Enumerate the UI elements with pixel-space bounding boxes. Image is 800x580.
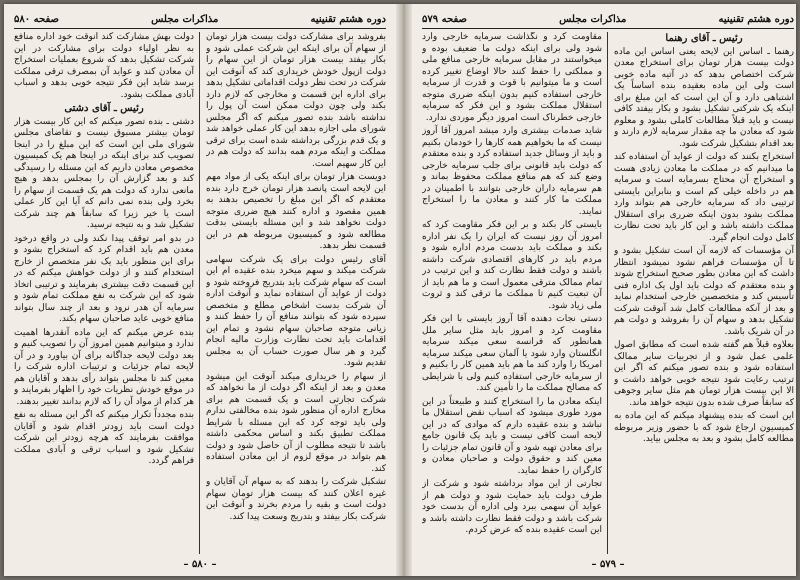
- header-rule: [14, 28, 386, 29]
- paragraph: دولت بهش مشارکت کند آنوقت خود اداره منافع به نظر اولیاء دولت برای مشارکت در این شرکت تشکیل بدهد که شروع بعملیات استخراج آن معادن کند و عواید آن بمصرف ترقی مملکت برسد شاید این فکر نتیجه خوبی بدهد و اسباب آبادی مملکت بشود.: [14, 32, 194, 100]
- paragraph: تشکیل شرکت را بدهند که به سهام آن آقایان و غیره اعلان کنند که بیست هزار تومان سهام دولت است و بقیه را مردم بخرند و آنوقت این شرکت بکار بیفتد و بتدریج وسعت پیدا کند.: [206, 477, 386, 522]
- paragraph: رهنما ـ اساس این لایحه یعنی اساس این ماده دولت بیست هزار تومان برای استخراج معدن شرکت اختصاص بدهد که در آتیه ماده خوبی است ولی این ماده بعقیده بنده اساساً یک اشتباهی دارد و آن این است که این مبلغ برای اینکه یک شرکتی تشکیل بشود و بکار بیفتد کافی نیست و باید قبلاً مطالعات کاملی بشود و معلوم شود که معادن ما چه مقدار سرمایه لازم دارند و بعد اقدام بتشکیل شرکت شود.: [614, 46, 794, 149]
- paragraph: این است که بنده پیشنهاد میکنم که این ماده به کمیسیون ارجاع شود که با حضور وزیر مربوطه مطالعه کامل بشود و بعد به مجلس بیاید.: [614, 411, 794, 444]
- book-gutter: [396, 4, 412, 576]
- speaker-heading: رئیس ـ آقای دشتی: [64, 103, 144, 114]
- paragraph: بنده عرض میکنم که این ماده آنقدرها اهمیت ندارد و میتوانیم همین امروز آن را تصویب کنیم و بعد دولت لایحه جداگانه برای آن بیاورد و در آن لایحه تمام جزئیات و ترتیبات اداره شرکت را معین کند تا مجلس بتواند رأی بدهد و آقایان هم در موقع خودش نظریات خود را اظهار بفرمایند و هر کدام از مواد آن را که لازم بدانند تغییر بدهند.: [14, 327, 194, 407]
- text-column-left: [14, 32, 194, 554]
- paragraph: بعلاوه قبلاً هم گفته شده است که مطابق اصول علمی عمل شود و از تجربیات سایر ممالک استفاده شود و بنده تصور میکنم که اگر این ترتیب رعایت شود نتیجه خوبی خواهد داشت و الا این بیست هزار تومان هم مثل سایر وجوهی که سابقاً صرف شده بدون نتیجه خواهد ماند.: [614, 340, 794, 408]
- speaker-heading: رئیس ـ آقای رهنما: [665, 33, 743, 44]
- text-column-right: [206, 32, 386, 554]
- paragraph: دشتی ـ بنده تصور میکنم که این کار بیست هزار تومان بیشتر مسبوق نیست و تقاضای مجلس شورای ملی این است که این مبلغ را در اینجا تصویب کند برای اینکه در اینجا هم یک کمیسیون مخصوص معادن داریم که این مسئله را رسیدگی کند و بعد گزارش آن را بمجلس بدهد و هیچ مانعی ندارد که دولت هم یک قسمت از سهام را بخرد ولی بنده نمی دانم که آیا این کار عملی است یا خیر زیرا که سابقاً هم چند شرکت تشکیل شد و به نتیجه نرسید.: [14, 116, 194, 230]
- left-page: [6, 4, 394, 576]
- text-column-left: [422, 32, 602, 554]
- header-volume: دوره هشتم تقنينيه: [310, 13, 386, 25]
- paragraph: آقای رئیس دولت برای یک شرکت سهامی شرکت میکند و سهم میخرد بنده عقیده ام این است که سهام شرکت باید بتدریج فروخته شود و دولت از عواید آن استفاده نماید و آنوقت اداره آن شرکت بدست اشخاص مطلع و متخصص سپرده شود که بتوانند منافع آن را حفظ کنند و زیانی متوجه صاحبان سهام نشود و تمام این اقدامات باید تحت نظارت وزارت مالیه انجام گیرد و هر سال صورت حساب آن به مجلس تقدیم شود.: [206, 254, 386, 368]
- header-title: مذاکرات مجلس: [151, 13, 219, 25]
- column-divider: [199, 32, 200, 554]
- paragraph: از سهام را خریداری میکند آنوقت این میشود معدن و بعد از اینکه اگر دولت از ما نخواهد که شرکت تجارتی است و یک قسمت هم برای مخارج اداره آن منظور شود بنده مخالفتی ندارم ولی باید توجه کرد که این مسئله با شرایط مملکت تطبیق بکند و اساس محکمی داشته باشد تا نتیجه مطلوب از آن حاصل شود و دولت هم بتواند در موقع لزوم از این معادن استفاده کند.: [206, 371, 386, 474]
- paragraph: مقاومت کرد و نگذاشت سرمایه خارجی وارد شود ولی برای اینکه دولت ما ضعیف بوده و میخواستند در مقابل سرمایه خارجی منافع ملی و مملکتی را حفظ کنند حالا اوضاع تغییر کرده است و ما میتوانیم با قوت و قدرت از سرمایه خارجی استفاده کنیم بدون اینکه ضرری متوجه استقلال مملکت بشود و این فکر که سرمایه خارجی خطرناک است امروز دیگر موردی ندارد.: [422, 32, 602, 123]
- page-number: – ۵۷۹ –: [591, 559, 625, 570]
- paragraph: تجارتی از این مواد برداشته شود و شرکت از طرف دولت باید حمایت شود و دولت هم از عواید آن سهمی ببرد ولی اداره آن بدست خود شرکت باشد و دولت فقط نظارت داشته باشد و این است عقیده بنده که عرض کردم.: [422, 479, 602, 535]
- right-page: [414, 4, 800, 576]
- paragraph: بایستی کار بکند و بر این فکر مقاومت کرد که امروز آن روز نیست که ایران را یک نفر اداره بکند و مملکت باید بدست مردم اداره شود و مردم باید در کارهای اقتصادی شرکت داشته باشند و دولت فقط نظارت کند و این ترتیب در تمام ممالک مترقی معمول است و ما هم باید از آن تبعیت کنیم تا مملکت ما ترقی کند و ثروت ملی زیاد شود.: [422, 220, 602, 311]
- column-divider: [607, 32, 608, 554]
- header-page-label: صفحه ۵۸۰: [14, 13, 59, 25]
- paragraph: استخراج بکنند که دولت از عواید آن استفاده کند ما میدانیم که در مملکت ما معادن زیادی هست و استخراج آن محتاج بسرمایه است و سرمایه هم در داخله خیلی کم است و بنابراین بایستی ترتیبی داد که سرمایه خارجی هم بتواند وارد مملکت بشود بدون اینکه ضرری برای استقلال مملکت داشته باشد و این کار باید تحت نظارت کامل دولت انجام گیرد.: [614, 152, 794, 243]
- header-volume: دوره هشتم تقنينيه: [718, 13, 794, 25]
- paragraph: بفروشد برای مشارکت دولت بیست هزار تومان از سهام آن برای اینکه این شرکت عملی شود و بکار بیفتد بیست هزار تومان از این سهام را دولت ازپول خودش خریداری کند که آنوقت این شرکت در تحت نظر دولت اقداماتی تشکیل بدهد برای اداره این قسمت و مخارجی که لازم دارد بکند ولی چون دولت ممکن است آن پول را نداشته باشد بنده تصور میکنم که اگر مجلس شورای ملی اجازه بدهد این کار عملی خواهد شد و یک قدم بزرگی برداشته شده است برای ترقی مملکت و اینکه مردم همه بدانند که دولت هم در این کار سهیم است.: [206, 32, 386, 169]
- paragraph: اینکه معادن ما را استخراج کنند و طبیعتاً در این مورد طوری میشود که اسباب نقض استقلال ما نباشد و بنده عقیده دارم که موادی که در این لایحه است کافی نیست و باید یک قانون جامع برای معادن تهیه شود و آن قانون تمام جزئیات را معین کند و حقوق دولت و صاحبان معادن و کارگران را حفظ نماید.: [422, 396, 602, 476]
- header-page-label: صفحه ۵۷۹: [422, 13, 467, 25]
- header-title: مذاکرات مجلس: [559, 13, 627, 25]
- page-header: [422, 12, 794, 26]
- page-columns: [422, 32, 794, 554]
- page-number: – ۵۸۰ –: [183, 559, 217, 570]
- paragraph: دستی نجات دهنده آقا آروز بایستی با این فکر مقاومت کرد و امروز باید مثل سایر ملل همانطور که فرانسه سعی میکند سرمایه انگلستان وارد شود یا آلمان سعی میکند سرمایه امریکا را وارد کند ما هم باید همین کار را بکنیم و از سرمایه خارجی استفاده کنیم ولی با شرایطی که مصالح مملکت ما را تأمین کند.: [422, 314, 602, 393]
- page-header: [14, 12, 386, 26]
- paragraph: آن مؤسسات که لازمه آن است تشکیل بشود و تا آن مؤسسات فراهم نشود نمیشود انتظار داشت که این معادن بطور صحیح استخراج شوند و بنده معتقدم که دولت باید اول یک اداره فنی تأسیس کند و متخصصین خارجی استخدام نماید و بعد از آنکه مطالعات کامل شد آنوقت شرکت تشکیل بدهد و سهام آن را بفروشد و دولت هم در آن شریک باشد.: [614, 246, 794, 337]
- paragraph: شاید صدمات بیشتری وارد میشد امروز آقا آروز نیست که ما بخواهیم همه کارها را خودمان بکنیم و باید از وسائل جدید استفاده کرد و بنده معتقدم که دولت باید قانونی برای جلب سرمایه خارجی وضع کند که هم منافع مملکت محفوظ بماند و هم سرمایه داران خارجی بتوانند با اطمینان در مملکت ما کار کنند و معادن ما را استخراج نمایند.: [422, 126, 602, 217]
- paragraph: در بدو امر توقف پیدا نکند ولی در واقع درخود معدن هم باید اقدام کرد که استخراج بشود و برای این منظور باید یک نفر متخصص از خارج استخدام کنند و از دولت خواهش میکنم که در این قسمت دقت بیشتری بفرمایند و ترتیبی اتخاذ شود که این شرکت به نفع مملکت تمام شود و سرمایه آن هدر نرود و بعد از چند سال بتواند منافع خوبی عاید صاحبان سهام بکند.: [14, 233, 194, 324]
- paragraph: بنده مجدداً تکرار میکنم که اگر این مسئله به نفع دولت است باید زودتر اقدام شود و آقایان موافقت بفرمایند که هرچه زودتر این شرکت تشکیل شود و اسباب ترقی و آبادی مملکت فراهم گردد.: [14, 410, 194, 466]
- page-columns: [14, 32, 386, 554]
- header-rule: [422, 28, 794, 29]
- document-spread: [4, 4, 796, 576]
- paragraph: دویست هزار تومان برای اینکه یکی از مواد مهم این لایحه است پانصد هزار تومان خرج دارد بنده معتقدم که اگر این مبلغ را تخصیص بدهند به همین مقصود و اداره کنند هیچ ضرری متوجه دولت نخواهد شد و این مسئله بایستی بدقت مطالعه شود و کمیسیون مربوطه هم در این قسمت نظر بدهد.: [206, 172, 386, 251]
- text-column-right: [614, 32, 794, 554]
